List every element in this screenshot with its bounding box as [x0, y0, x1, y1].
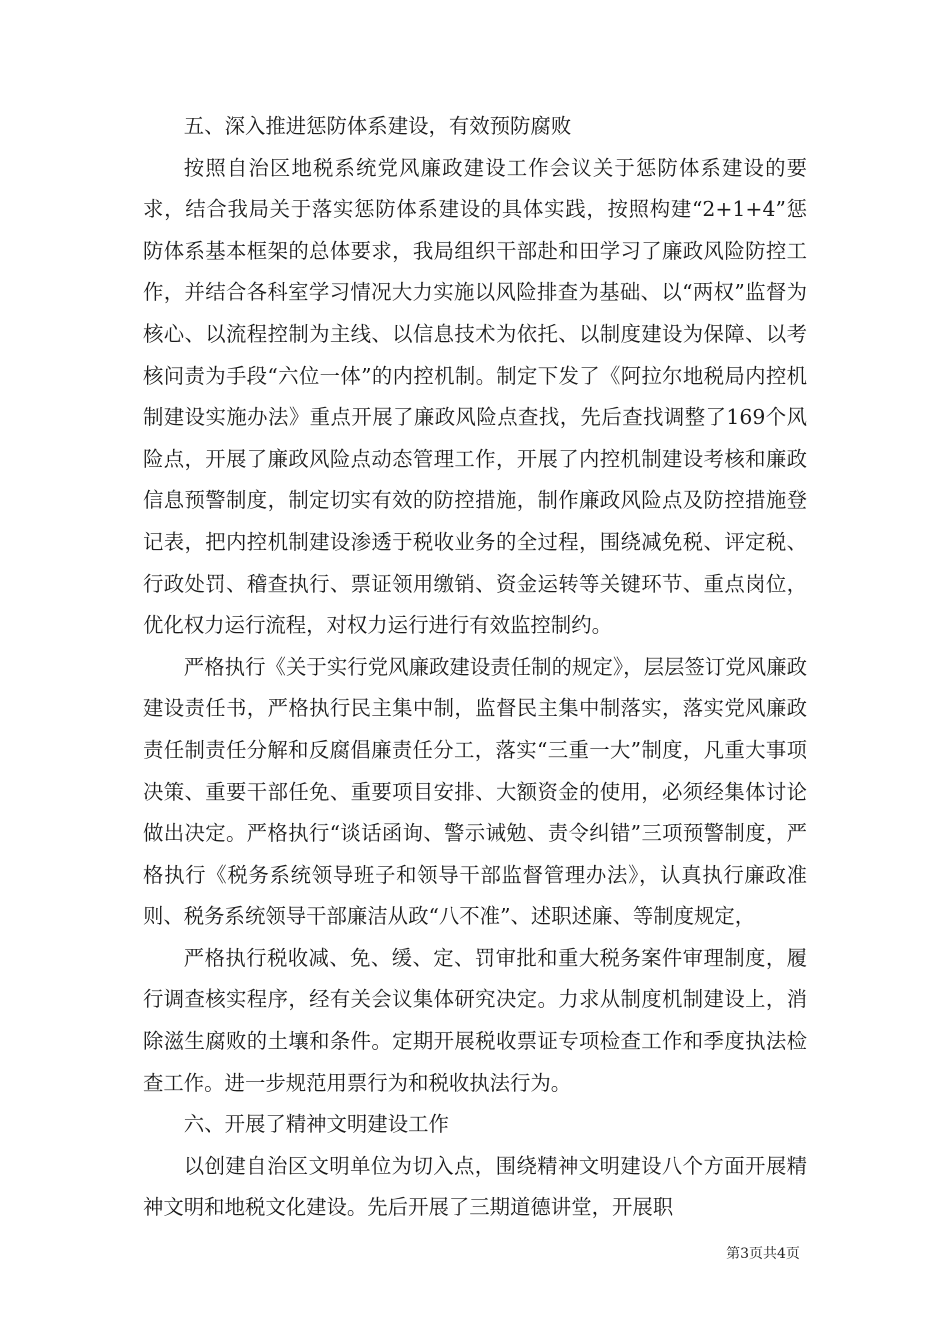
page-number: 第3页共4页 — [726, 1246, 800, 1262]
section-heading-six: 六、开展了精神文明建设工作 — [183, 1112, 449, 1137]
page-footer — [0, 1244, 950, 1264]
section-heading-five: 五、深入推进惩防体系建设，有效预防腐败 — [183, 114, 572, 138]
document-body — [143, 106, 807, 1229]
paragraph-tax-approval: 严格执行税收减、免、缓、定、罚审批和重大税务案件审理制度，履行调查核实程序，经有关会议集体研究决定。力求从制度机制建设上，消除滋生腐败的土壤和条件。定期开展税收票证专项检查工作和季度执法检查工作。进一步规范用票行为和税收执法行为。 — [143, 945, 807, 1095]
paragraph-civilization-building: 以创建自治区文明单位为切入点，围绕精神文明建设八个方面开展精神文明和地税文化建设。先后开展了三期道德讲堂，开展职 — [143, 1153, 807, 1220]
paragraph-responsibility-system: 严格执行《关于实行党风廉政建设责任制的规定》，层层签订党风廉政建设责任书，严格执行民主集中制，监督民主集中制落实，落实党风廉政责任制责任分解和反腐倡廉责任分工，落实“三重一大”制度，凡重大事项决策、重要干部任免、重要项目安排、大额资金的使用，必须经集体讨论做出决定。严格执行“谈话函询、警示诫勉、责令纠错”三项预警制度，严格执行《税务系统领导班子和领导干部监督管理办法》，认真执行廉政准则、税务系统领导干部廉洁从政“八不准”、述职述廉、等制度规定， — [143, 654, 807, 929]
paragraph-prevention-system: 按照自治区地税系统党风廉政建设工作会议关于惩防体系建设的要求，结合我局关于落实惩防体系建设的具体实践，按照构建“2+1+4”惩防体系基本框架的总体要求，我局组织干部赴和田学习了廉政风险防控工作，并结合各科室学习情况大力实施以风险排查为基础、以“两权”监督为核心、以流程控制为主线、以信息技术为依托、以制度建设为保障、以考核问责为手段“六位一体”的内控机制。制定下发了《阿拉尔地税局内控机制建设实施办法》重点开展了廉政风险点查找，先后查找调整了169个风险点，开展了廉政风险点动态管理工作，开展了内控机制建设考核和廉政信息预警制度，制定切实有效的防控措施，制作廉政风险点及防控措施登记表，把内控机制建设渗透于税收业务的全过程，围绕减免税、评定税、行政处罚、稽查执行、票证领用缴销、资金运转等关键环节、重点岗位，优化权力运行流程，对权力运行进行有效监控制约。 — [143, 155, 807, 638]
